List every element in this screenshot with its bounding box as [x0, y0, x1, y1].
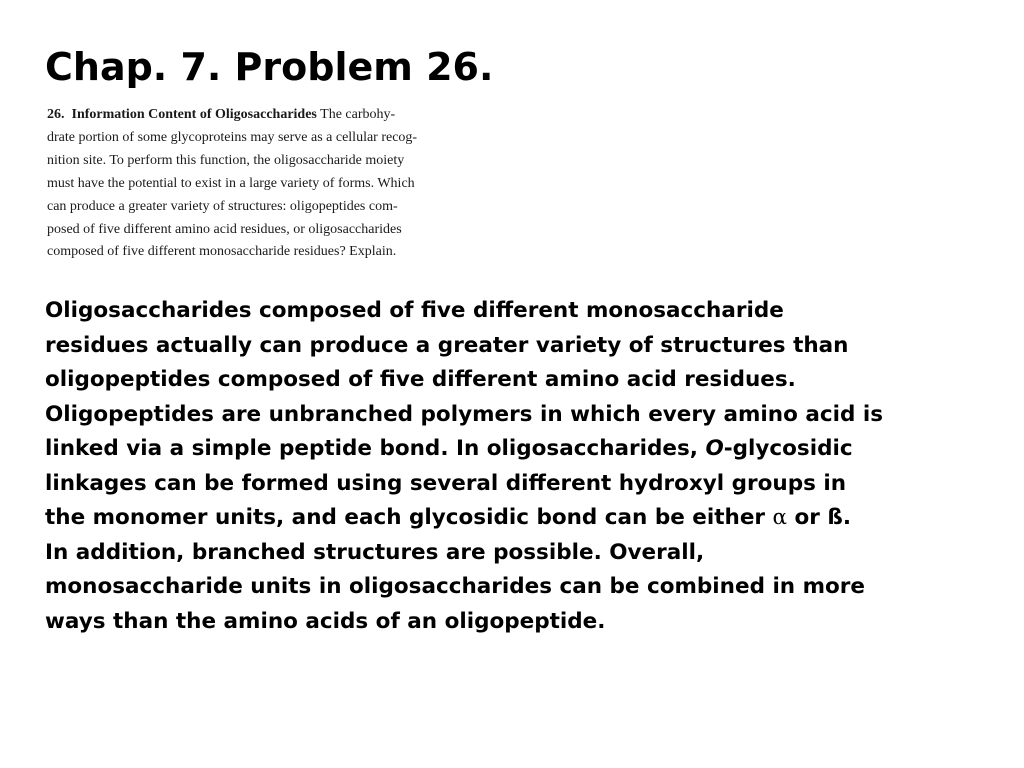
answer-line	[45, 432, 995, 467]
oxygen-italic: O	[705, 436, 724, 461]
problem-line: composed of five different monosaccharide residues? Explain.	[47, 244, 397, 260]
answer-text: or ß.	[787, 505, 852, 530]
answer-paragraph	[45, 294, 995, 639]
answer-line: residues actually can produce a greater variety of structures than	[45, 332, 849, 358]
answer-text: the monomer units, and each glycosidic bond can be either	[45, 505, 773, 530]
problem-line: can produce a greater variety of structures: oligopeptides com-	[47, 198, 398, 214]
answer-line: monosaccharide units in oligosaccharides can be combined in more	[45, 574, 865, 599]
answer-line: ways than the amino acids of an oligopeptide.	[45, 608, 606, 634]
problem-number: 26.	[47, 107, 65, 122]
problem-line: posed of five different amino acid residues, or oligosaccharides	[47, 221, 402, 237]
problem-text: The carbohy-	[316, 107, 396, 122]
answer-line: oligopeptides composed of five different amino acid residues.	[45, 367, 796, 392]
answer-line: In addition, branched structures are possible. Overall,	[45, 539, 705, 565]
answer-text: -glycosidic	[723, 436, 853, 461]
answer-text: linked via a simple peptide bond. In oligosaccharides,	[45, 436, 706, 461]
answer-line	[45, 501, 995, 536]
alpha-symbol: α	[772, 505, 788, 530]
problem-line: nition site. To perform this function, the oligosaccharide moiety	[47, 152, 405, 168]
slide-title: Chap. 7. Problem 26.	[45, 45, 494, 89]
answer-line: Oligosaccharides composed of five different monosaccharide	[45, 298, 784, 323]
problem-line: must have the potential to exist in a large variety of forms. Which	[47, 175, 415, 191]
problem-line	[47, 104, 527, 127]
answer-line: linkages can be formed using several different hydroxyl groups in	[45, 470, 847, 496]
problem-line: drate portion of some glycoproteins may serve as a cellular recog-	[47, 129, 418, 145]
answer-line: Oligopeptides are unbranched polymers in which every amino acid is	[45, 401, 883, 427]
problem-heading: Information Content of Oligosaccharides	[71, 107, 317, 122]
textbook-problem-excerpt	[47, 104, 527, 264]
